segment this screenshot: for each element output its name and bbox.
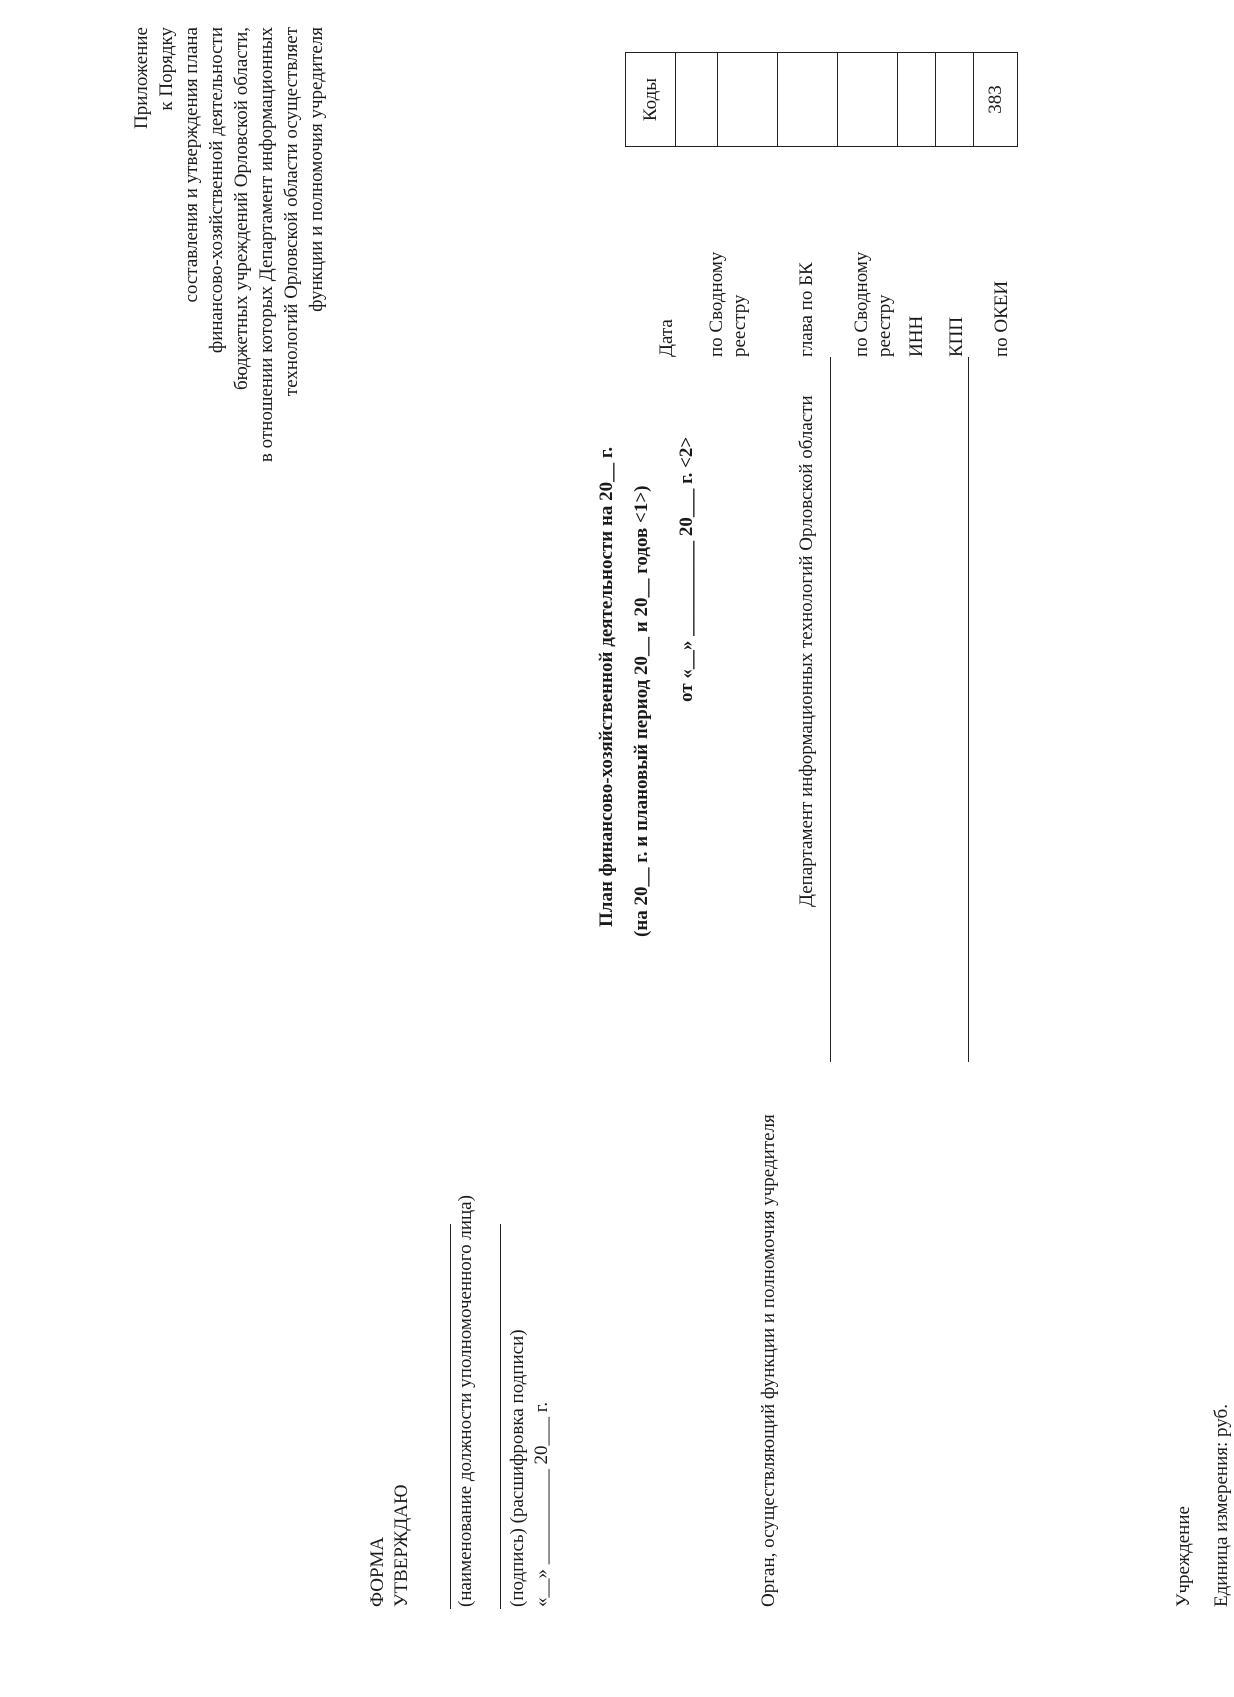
approval-date: «__» __________ 20___ г. bbox=[531, 1401, 552, 1607]
code-label-svod1: по Сводному реестру bbox=[706, 251, 750, 357]
institution-label: Учреждение bbox=[1173, 1506, 1194, 1607]
appendix-line: функции и полномочия учредителя bbox=[306, 27, 327, 312]
code-cell-svod2 bbox=[838, 53, 898, 147]
organ-line bbox=[830, 357, 831, 1062]
appendix-block bbox=[130, 27, 330, 547]
code-label-kpp: КПП bbox=[946, 316, 967, 357]
appendix-line: Приложение bbox=[131, 27, 152, 129]
appendix-line: составления и утверждения плана bbox=[181, 27, 202, 303]
position-caption: (наименование должности уполномоченного лица) bbox=[455, 1195, 476, 1607]
code-label-inn: ИНН bbox=[906, 315, 927, 357]
approve-label: УТВЕРЖДАЮ bbox=[391, 1484, 412, 1607]
appendix-line: технологий Орловской области осуществляет bbox=[281, 27, 302, 397]
table-row bbox=[626, 53, 676, 147]
plan-title: План финансово-хозяйственной деятельности на 20__ г. bbox=[596, 446, 617, 927]
table-row bbox=[676, 53, 718, 147]
plan-date: от «__» __________ 20___ г. <2> bbox=[676, 436, 697, 702]
codes-table bbox=[625, 52, 1018, 147]
appendix-line: в отношении которых Департамент информационных bbox=[256, 27, 277, 463]
table-row bbox=[936, 53, 974, 147]
table-row bbox=[838, 53, 898, 147]
position-line bbox=[450, 1224, 451, 1609]
codes-header: Коды bbox=[626, 53, 676, 147]
code-label-svod2: по Сводному реестру bbox=[851, 251, 895, 357]
code-cell-date bbox=[676, 53, 718, 147]
table-row bbox=[974, 53, 1018, 147]
table-row bbox=[898, 53, 936, 147]
code-label-okei: по ОКЕИ bbox=[991, 280, 1012, 357]
code-label-glava: глава по БК bbox=[796, 262, 817, 357]
code-cell-glava bbox=[778, 53, 838, 147]
code-label-date: Дата bbox=[656, 319, 677, 357]
appendix-line: бюджетных учреждений Орловской области, bbox=[231, 27, 252, 391]
table-row bbox=[778, 53, 838, 147]
code-cell-svod1 bbox=[718, 53, 778, 147]
signature-caption: (подпись) (расшифровка подписи) bbox=[507, 1329, 528, 1607]
organ-label: Орган, осуществляющий функции и полномочия учредителя bbox=[758, 1114, 779, 1607]
plan-subtitle: (на 20__ г. и плановый период 20__ и 20__ годов <1>) bbox=[631, 485, 652, 937]
organ-value: Департамент информационных технологий Орловской области bbox=[796, 395, 817, 907]
institution-line bbox=[968, 357, 969, 1062]
signature-line bbox=[500, 1224, 501, 1609]
form-label: ФОРМА bbox=[367, 1536, 388, 1607]
appendix-line: финансово-хозяйственной деятельности bbox=[206, 27, 227, 354]
unit-label: Единица измерения: руб. bbox=[1211, 1404, 1232, 1607]
code-cell-kpp bbox=[936, 53, 974, 147]
table-row bbox=[718, 53, 778, 147]
appendix-line: к Порядку bbox=[156, 27, 177, 111]
code-cell-inn bbox=[898, 53, 936, 147]
code-cell-okei: 383 bbox=[974, 53, 1018, 147]
